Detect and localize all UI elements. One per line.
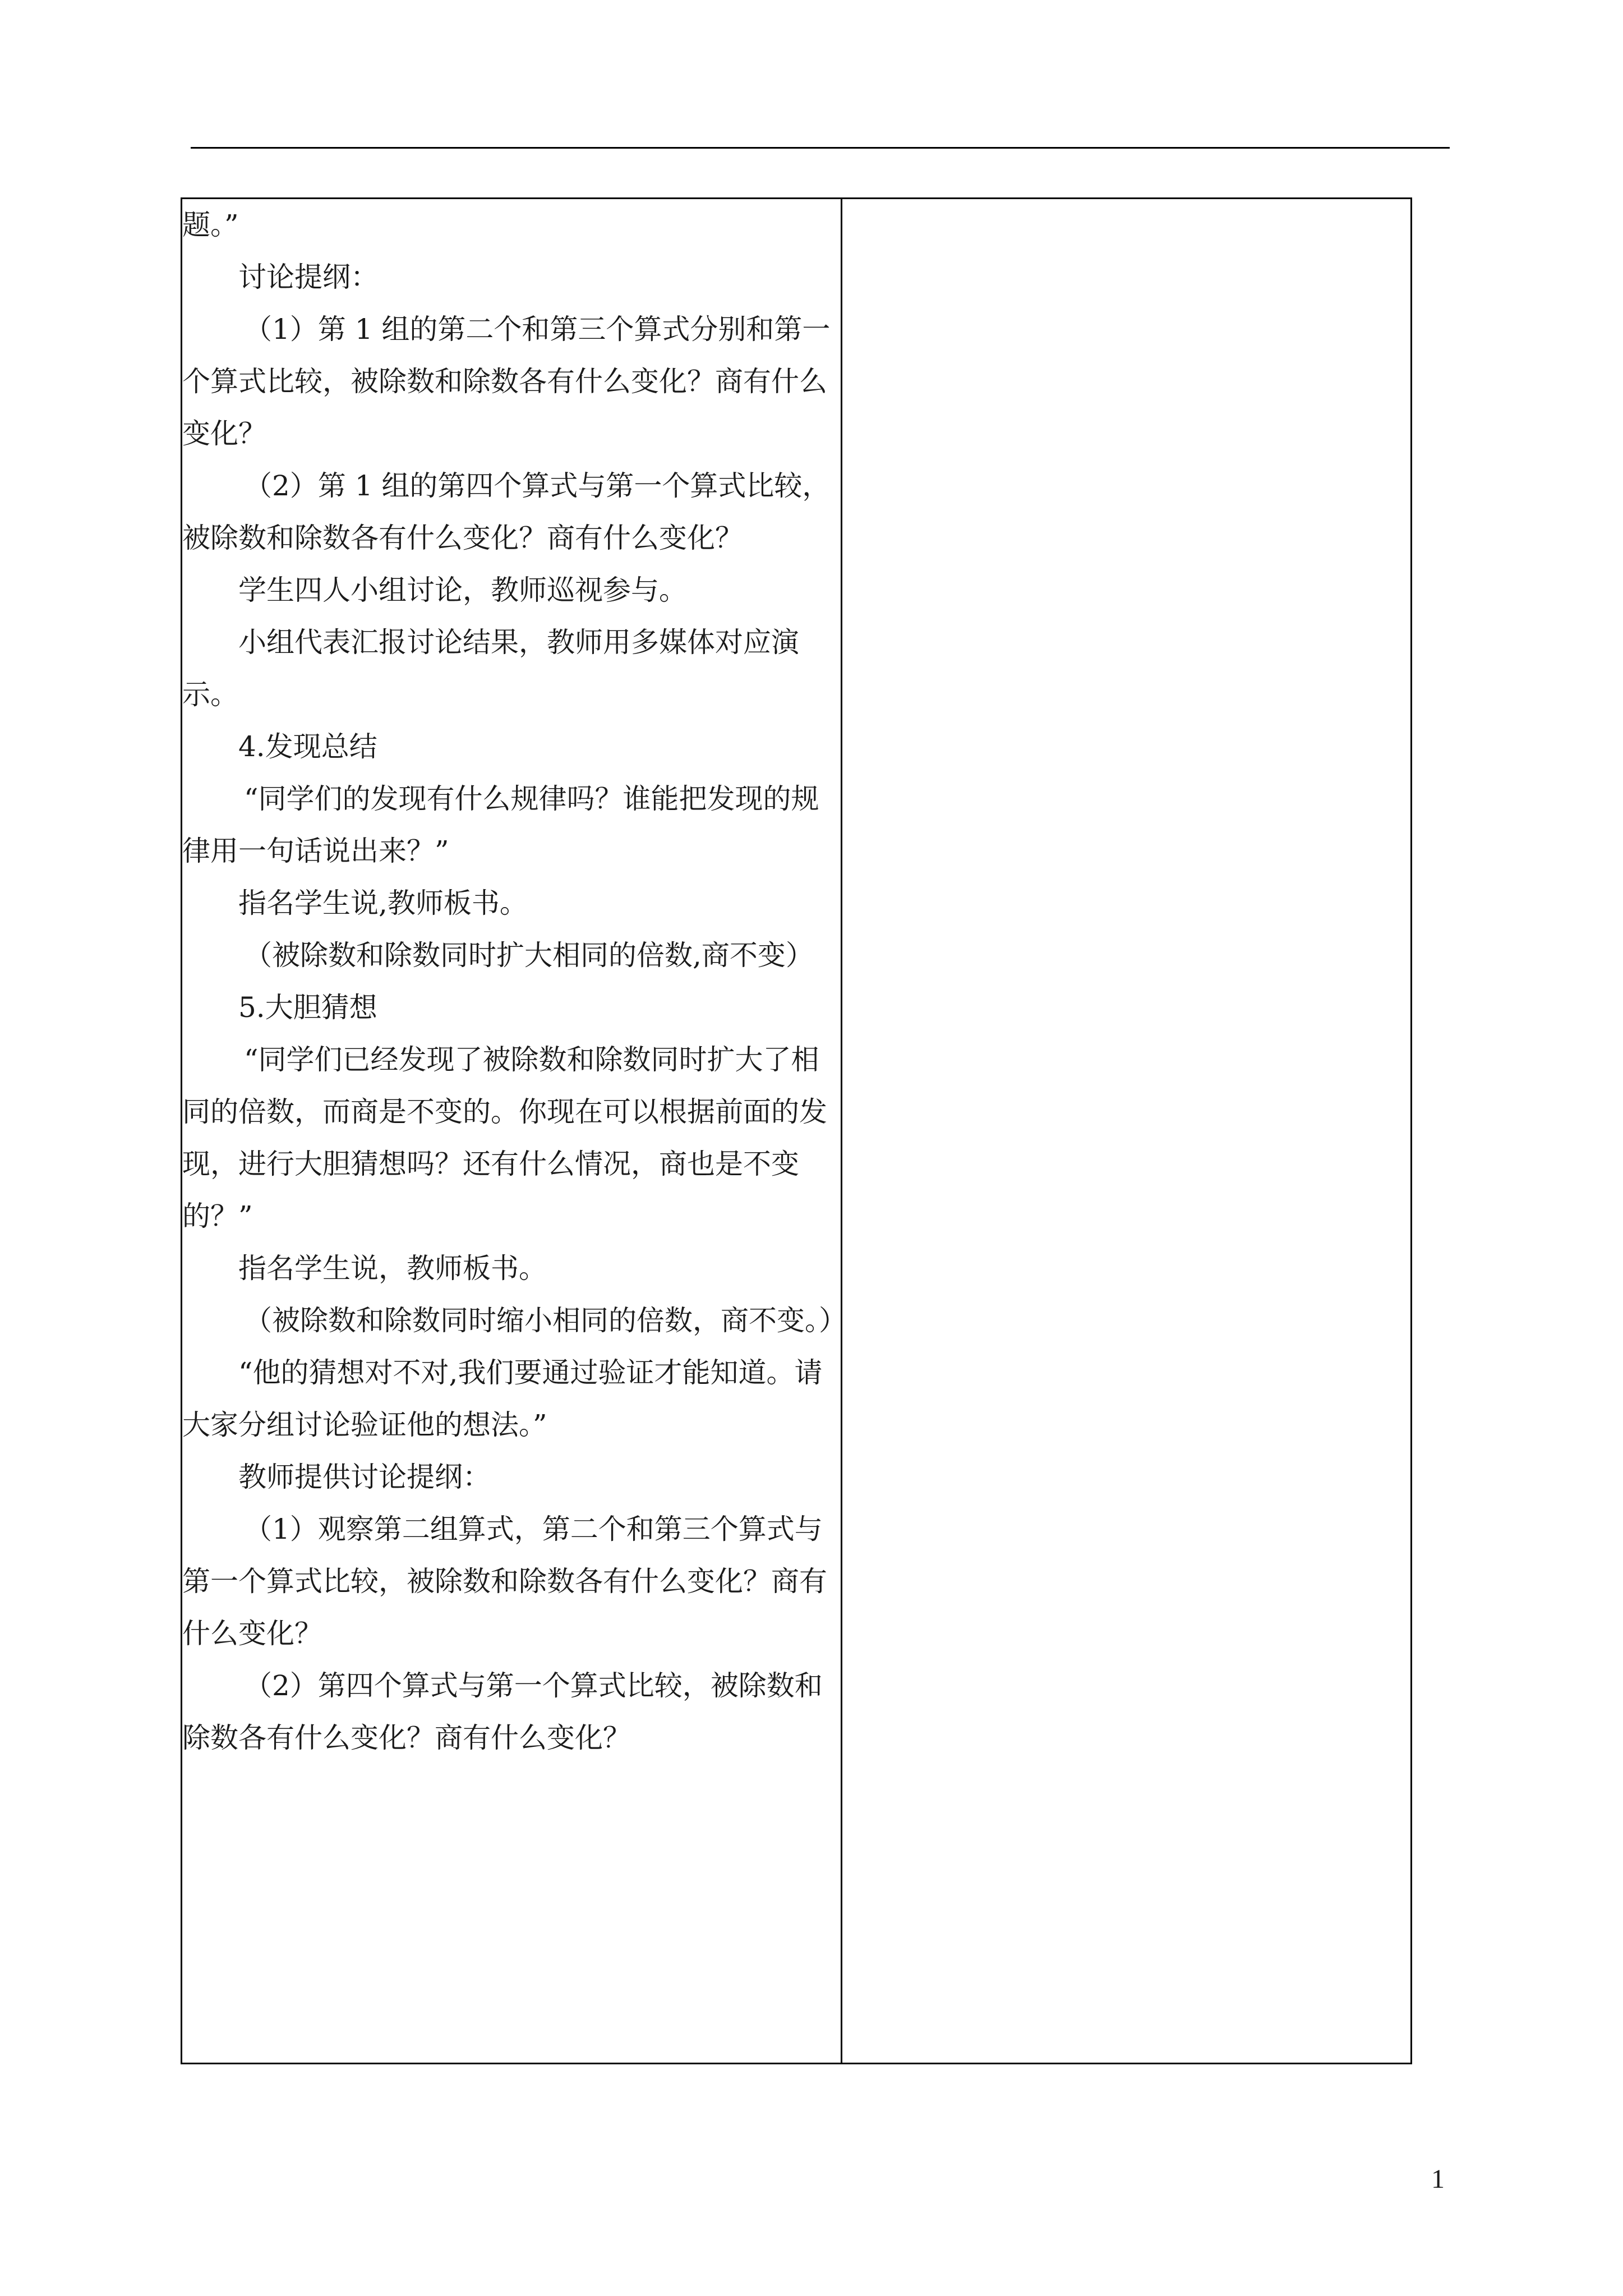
paragraph: （2）第 1 组的第四个算式与第一个算式比较，被除数和除数各有什么变化？商有什么变化？ bbox=[182, 470, 831, 554]
notes-cell bbox=[841, 199, 1411, 2064]
lesson-content bbox=[182, 199, 847, 1764]
table-row bbox=[182, 199, 1412, 2064]
paragraph: 5.大胆猜想 bbox=[238, 991, 377, 1024]
paragraph: 指名学生说,教师板书。 bbox=[238, 887, 528, 919]
paragraph: 指名学生说，教师板书。 bbox=[238, 1252, 547, 1285]
paragraph: 教师提供讨论提纲： bbox=[238, 1461, 491, 1493]
page-number: 1 bbox=[1431, 2164, 1445, 2194]
paragraph: （1）第 1 组的第二个和第三个算式分别和第一个算式比较，被除数和除数各有什么变化？商有什么变化？ bbox=[182, 313, 831, 450]
paragraph: （1）观察第二组算式，第二个和第三个算式与第一个算式比较，被除数和除数各有什么变化？商有什么变化？ bbox=[182, 1513, 827, 1650]
paragraph: 4.发现总结 bbox=[238, 730, 377, 763]
paragraph: 讨论提纲： bbox=[238, 261, 379, 293]
header-rule bbox=[191, 147, 1450, 149]
lesson-content-cell bbox=[182, 199, 847, 2064]
paragraph: （2）第四个算式与第一个算式比较，被除数和除数各有什么变化？商有什么变化？ bbox=[182, 1669, 823, 1754]
paragraph: （被除数和除数同时缩小相同的倍数，商不变。） bbox=[244, 1304, 847, 1337]
paragraph: 学生四人小组讨论，教师巡视参与。 bbox=[238, 574, 687, 606]
paragraph: “他的猜想对不对,我们要通过验证才能知道。请大家分组讨论验证他的想法。” bbox=[182, 1356, 823, 1441]
paragraph: 题。” bbox=[182, 209, 239, 241]
lesson-table bbox=[181, 197, 1412, 2064]
paragraph: 小组代表汇报讨论结果，教师用多媒体对应演示。 bbox=[182, 626, 799, 711]
paragraph: （被除数和除数同时扩大相同的倍数,商不变） bbox=[244, 939, 814, 972]
paragraph: “同学们的发现有什么规律吗？谁能把发现的规律用一句话说出来？” bbox=[182, 783, 819, 867]
paragraph: “同学们已经发现了被除数和除数同时扩大了相同的倍数，而商是不变的。你现在可以根据前面的发现，进行大胆猜想吗？还有什么情况，商也是不变的？” bbox=[182, 1043, 827, 1232]
